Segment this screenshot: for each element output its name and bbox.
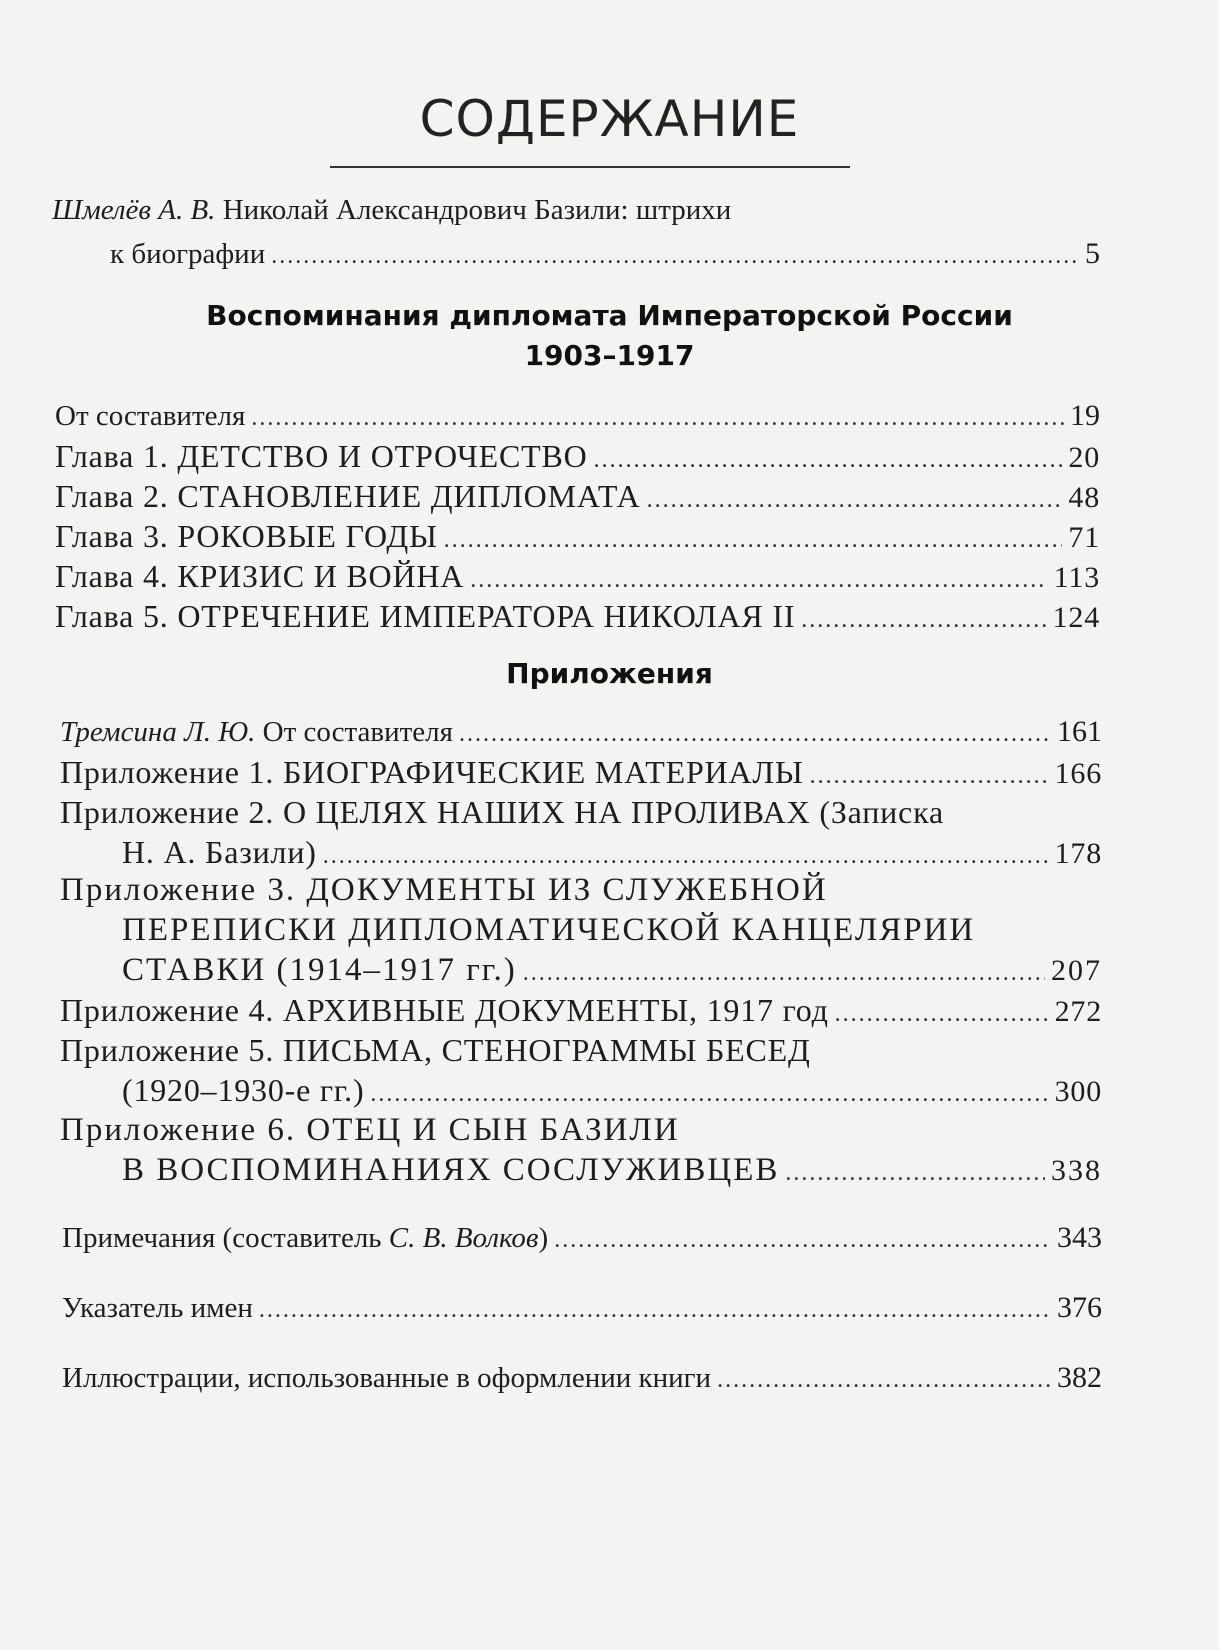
toc-entry-label: Глава 3. РОКОВЫЕ ГОДЫ — [55, 518, 438, 554]
leader-dots — [594, 440, 1063, 480]
toc-entry — [60, 752, 1102, 796]
toc-entry — [122, 1070, 1102, 1114]
toc-entry-line: ПЕРЕПИСКИ ДИПЛОМАТИЧЕСКОЙ КАНЦЕЛЯРИИ — [122, 912, 976, 948]
toc-entry-line: Приложение 3. ДОКУМЕНТЫ ИЗ СЛУЖЕБНОЙ — [60, 872, 828, 908]
toc-entry — [62, 1218, 1102, 1260]
toc-entry-label: Приложение 1. БИОГРАФИЧЕСКИЕ МАТЕРИАЛЫ — [60, 754, 804, 790]
toc-entry-label: (1920–1930-е гг.) — [122, 1072, 365, 1108]
tremsina-author: Тремсина Л. Ю. — [60, 716, 256, 748]
leader-dots — [523, 953, 1045, 993]
toc-entry — [55, 556, 1100, 600]
toc-entry-page: 166 — [1054, 757, 1102, 790]
toc-entry-page: 207 — [1051, 954, 1102, 987]
toc-entry-page: 178 — [1054, 837, 1102, 870]
toc-entry — [60, 990, 1102, 1034]
toc-entry-label: Указатель имен — [62, 1292, 253, 1324]
leader-dots — [835, 994, 1049, 1034]
leader-dots — [785, 1153, 1045, 1193]
toc-entry-label: Н. А. Базили) — [122, 834, 317, 870]
leader-dots — [459, 714, 1051, 754]
toc-entry-page: 272 — [1054, 995, 1102, 1028]
toc-entry-page: 113 — [1053, 561, 1100, 594]
leader-dots — [271, 236, 1079, 276]
toc-entry — [60, 712, 1102, 754]
leader-dots — [801, 600, 1046, 640]
toc-entry — [55, 396, 1100, 438]
toc-entry-label: Глава 2. СТАНОВЛЕНИЕ ДИПЛОМАТА — [55, 478, 641, 514]
toc-entry — [122, 1150, 1102, 1193]
toc-entry-label: От составителя — [262, 716, 453, 748]
toc-entry — [55, 476, 1100, 520]
section-heading-memoirs-years: 1903–1917 — [524, 339, 695, 372]
toc-entry-page: 20 — [1068, 441, 1100, 474]
toc-entry — [55, 516, 1100, 560]
intro-author: Шмелёв А. В. — [52, 194, 216, 226]
toc-entry-page: 161 — [1057, 715, 1102, 748]
title-underline — [330, 166, 850, 168]
toc-entry-page: 48 — [1068, 481, 1100, 514]
toc-entry-label: Глава 1. ДЕТСТВО И ОТРОЧЕСТВО — [55, 438, 588, 474]
toc-entry-page: 19 — [1070, 399, 1100, 432]
toc-entry — [62, 1358, 1102, 1400]
page-title: СОДЕРЖАНИЕ — [419, 90, 800, 148]
toc-entry-page: 382 — [1057, 1361, 1102, 1394]
toc-entry-page: 124 — [1052, 601, 1100, 634]
leader-dots — [810, 756, 1049, 796]
toc-entry-page: 338 — [1051, 1154, 1102, 1187]
toc-entry-page: 71 — [1068, 521, 1100, 554]
intro-title-line2: к биографии — [110, 238, 266, 270]
notes-label-prefix: Примечания (составитель — [62, 1222, 382, 1254]
toc-entry — [122, 950, 1102, 993]
toc-entry — [62, 1288, 1102, 1330]
leader-dots — [251, 398, 1064, 438]
notes-compiler-name: С. В. Волков — [388, 1222, 539, 1254]
toc-entry-line: Приложение 2. О ЦЕЛЯХ НАШИХ НА ПРОЛИВАХ (Записка — [60, 794, 944, 830]
leader-dots — [370, 1074, 1048, 1114]
section-heading-memoirs: Воспоминания дипломата Императорской России — [206, 299, 1013, 332]
leader-dots — [717, 1360, 1051, 1400]
toc-entry-label: В ВОСПОМИНАНИЯХ СОСЛУЖИВЦЕВ — [122, 1152, 780, 1188]
toc-entry-label: Глава 5. ОТРЕЧЕНИЕ ИМПЕРАТОРА НИКОЛАЯ II — [55, 598, 796, 634]
toc-entry-page: 376 — [1057, 1291, 1102, 1324]
toc-entry — [55, 596, 1100, 640]
toc-entry — [55, 436, 1100, 480]
leader-dots — [647, 480, 1063, 520]
toc-entry-label: Иллюстрации, использованные в оформлении книги — [62, 1362, 712, 1394]
toc-entry-label: От составителя — [55, 400, 246, 432]
intro-title-line1: Николай Александрович Базили: штрихи — [222, 194, 732, 226]
toc-entry-label: СТАВКИ (1914–1917 гг.) — [122, 952, 517, 988]
intro-page: 5 — [1085, 237, 1100, 270]
toc-entry-label: Приложение 4. АРХИВНЫЕ ДОКУМЕНТЫ, 1917 год — [60, 992, 829, 1028]
toc-entry-page: 300 — [1054, 1075, 1102, 1108]
toc-entry-intro-line1 — [52, 190, 1102, 230]
toc-entry-intro-line2 — [110, 234, 1100, 276]
leader-dots — [444, 520, 1063, 560]
leader-dots — [554, 1220, 1051, 1260]
toc-entry-line: Приложение 5. ПИСЬМА, СТЕНОГРАММЫ БЕСЕД — [60, 1032, 811, 1068]
notes-label-suffix: ) — [538, 1222, 549, 1254]
leader-dots — [470, 560, 1048, 600]
leader-dots — [259, 1290, 1051, 1330]
toc-entry-line: Приложение 6. ОТЕЦ И СЫН БАЗИЛИ — [60, 1112, 680, 1148]
toc-entry-page: 343 — [1057, 1221, 1102, 1254]
toc-entry-label: Глава 4. КРИЗИС И ВОЙНА — [55, 558, 465, 594]
section-heading-appendices: Приложения — [506, 657, 713, 690]
